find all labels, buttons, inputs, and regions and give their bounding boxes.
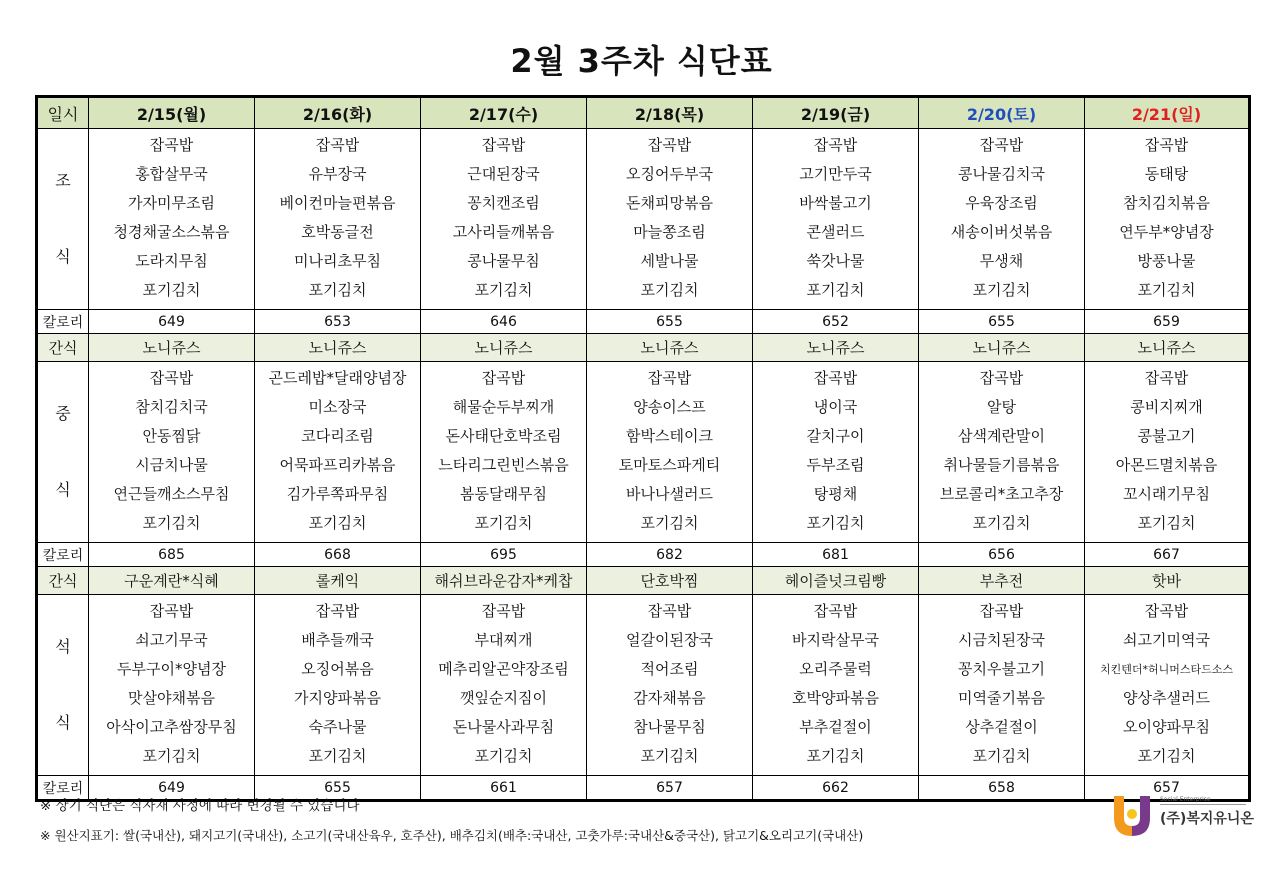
breakfast-menu-cell — [421, 129, 587, 310]
calorie-label: 칼로리 — [37, 776, 89, 801]
menu-item: 포기김치 — [474, 514, 533, 532]
lunch-menu-cell — [587, 362, 753, 543]
menu-item: 연근들깨소스무침 — [113, 485, 230, 503]
menu-item: 냉이국 — [813, 398, 858, 416]
menu-item: 포기김치 — [474, 281, 533, 299]
menu-item: 토마토스파게티 — [618, 456, 721, 474]
logo-subtitle: Social Enterprise — [1160, 796, 1211, 803]
day-header: 2/17(수) — [421, 97, 587, 129]
calorie-value: 661 — [421, 776, 587, 801]
menu-item: 양상추샐러드 — [1123, 689, 1210, 707]
menu-item: 치킨텐더*허니머스타드소스 — [1099, 663, 1233, 676]
calorie-value: 655 — [255, 776, 421, 801]
menu-item: 오이양파무침 — [1123, 718, 1210, 736]
menu-item: 참치김치볶음 — [1123, 194, 1210, 212]
menu-item: 꽁치캔조림 — [467, 194, 540, 212]
menu-item: 가자미무조림 — [128, 194, 215, 212]
menu-item: 돈사태단호박조림 — [445, 427, 562, 445]
calorie-value: 668 — [255, 543, 421, 567]
dinner-menu-cell — [1085, 595, 1250, 776]
day-header: 2/16(화) — [255, 97, 421, 129]
menu-item: 갈치구이 — [806, 427, 865, 445]
menu-item: 잡곡밥 — [813, 136, 858, 154]
menu-item: 베이컨마늘편볶음 — [279, 194, 396, 212]
menu-item: 포기김치 — [640, 747, 699, 765]
lunch-menu-cell — [919, 362, 1085, 543]
header-label: 일시 — [37, 97, 89, 129]
calorie-value: 681 — [753, 543, 919, 567]
breakfast-row — [37, 129, 1250, 310]
snack-item: 노니쥬스 — [89, 334, 255, 362]
menu-item: 오징어두부국 — [626, 165, 713, 183]
lunch-calorie-row — [37, 543, 1250, 567]
menu-item: 동태탕 — [1144, 165, 1189, 183]
menu-item: 잡곡밥 — [979, 136, 1024, 154]
menu-item: 포기김치 — [972, 514, 1031, 532]
menu-item: 잡곡밥 — [481, 602, 526, 620]
calorie-value: 655 — [919, 310, 1085, 334]
snack-item: 노니쥬스 — [255, 334, 421, 362]
menu-item: 잡곡밥 — [149, 602, 194, 620]
logo-mark-icon — [1110, 790, 1154, 838]
calorie-value: 682 — [587, 543, 753, 567]
menu-item: 포기김치 — [474, 747, 533, 765]
breakfast-menu-cell — [89, 129, 255, 310]
menu-item: 고기만두국 — [799, 165, 872, 183]
snack-item: 노니쥬스 — [421, 334, 587, 362]
menu-item: 콩비지찌개 — [1130, 398, 1203, 416]
menu-item: 미역줄기볶음 — [958, 689, 1045, 707]
breakfast-menu-cell — [255, 129, 421, 310]
lunch-row — [37, 362, 1250, 543]
menu-item: 포기김치 — [972, 281, 1031, 299]
calorie-value: 646 — [421, 310, 587, 334]
menu-item: 포기김치 — [806, 281, 865, 299]
menu-item: 숙주나물 — [308, 718, 367, 736]
breakfast-menu-cell — [1085, 129, 1250, 310]
breakfast-menu-cell — [919, 129, 1085, 310]
lunch-menu-cell — [421, 362, 587, 543]
menu-item: 잡곡밥 — [979, 369, 1024, 387]
menu-item: 포기김치 — [308, 281, 367, 299]
menu-item: 잡곡밥 — [647, 136, 692, 154]
menu-item: 메추리알곤약장조림 — [438, 660, 569, 678]
menu-item: 아삭이고추쌈장무침 — [106, 718, 237, 736]
menu-item: 포기김치 — [1137, 514, 1196, 532]
menu-item: 두부조림 — [806, 456, 865, 474]
calorie-value: 649 — [89, 776, 255, 801]
calorie-value: 685 — [89, 543, 255, 567]
menu-item: 잡곡밥 — [1144, 369, 1189, 387]
menu-item: 시금치나물 — [135, 456, 208, 474]
dinner-label-char: 식 — [55, 713, 71, 732]
calorie-value: 649 — [89, 310, 255, 334]
dinner-menu-cell — [421, 595, 587, 776]
day-header: 2/18(목) — [587, 97, 753, 129]
afternoon-snack-row — [37, 567, 1250, 595]
menu-item: 포기김치 — [142, 281, 201, 299]
menu-item: 잡곡밥 — [813, 369, 858, 387]
calorie-value: 652 — [753, 310, 919, 334]
menu-item: 참치김치국 — [135, 398, 208, 416]
menu-item: 함박스테이크 — [626, 427, 713, 445]
lunch-label-char: 식 — [55, 480, 71, 499]
snack-item: 노니쥬스 — [587, 334, 753, 362]
day-header: 2/19(금) — [753, 97, 919, 129]
menu-item: 탕평채 — [813, 485, 858, 503]
menu-item: 바싹불고기 — [799, 194, 872, 212]
menu-item: 배추들깨국 — [301, 631, 374, 649]
breakfast-label-char: 조 — [55, 171, 71, 190]
lunch-label — [37, 362, 89, 543]
menu-item: 도라지무침 — [135, 252, 208, 270]
dinner-menu-cell — [587, 595, 753, 776]
breakfast-menu-cell — [753, 129, 919, 310]
menu-item: 돈채피망볶음 — [626, 194, 713, 212]
menu-item: 잡곡밥 — [481, 136, 526, 154]
menu-item: 방풍나물 — [1137, 252, 1196, 270]
menu-item: 잡곡밥 — [1144, 602, 1189, 620]
dinner-label — [37, 595, 89, 776]
menu-item: 잡곡밥 — [979, 602, 1024, 620]
origin-text: ※ 원산지표기: 쌀(국내산), 돼지고기(국내산), 소고기(국내산육우, 호주산), 배추김치(배추:국내산, 고춧가루:국내산&중국산), 닭고기&오리고기(국내산) — [40, 828, 864, 843]
menu-item: 바나나샐러드 — [626, 485, 713, 503]
menu-item: 쇠고기미역국 — [1123, 631, 1210, 649]
snack-item: 단호박찜 — [587, 567, 753, 595]
day-header: 2/15(월) — [89, 97, 255, 129]
calorie-value: 659 — [1085, 310, 1250, 334]
calorie-value: 655 — [587, 310, 753, 334]
menu-item: 곤드레밥*달래양념장 — [268, 369, 407, 387]
menu-item: 부대찌개 — [474, 631, 533, 649]
snack-item: 노니쥬스 — [919, 334, 1085, 362]
menu-item: 꼬시래기무침 — [1123, 485, 1210, 503]
menu-item: 아몬드멸치볶음 — [1115, 456, 1218, 474]
calorie-value: 657 — [587, 776, 753, 801]
snack-item: 롤케익 — [255, 567, 421, 595]
menu-item: 오징어볶음 — [301, 660, 374, 678]
menu-item: 안동찜닭 — [142, 427, 201, 445]
menu-item: 잡곡밥 — [315, 136, 360, 154]
calorie-value: 667 — [1085, 543, 1250, 567]
calorie-value: 662 — [753, 776, 919, 801]
menu-item: 포기김치 — [308, 747, 367, 765]
menu-item: 가지양파볶음 — [294, 689, 381, 707]
menu-item: 코다리조림 — [301, 427, 374, 445]
menu-item: 부추겉절이 — [799, 718, 872, 736]
lunch-label-char: 중 — [55, 404, 71, 423]
lunch-menu-cell — [89, 362, 255, 543]
menu-item: 청경채굴소스볶음 — [113, 223, 230, 241]
snack-label: 간식 — [37, 334, 89, 362]
menu-item: 포기김치 — [640, 281, 699, 299]
lunch-menu-cell — [753, 362, 919, 543]
breakfast-menu-cell — [587, 129, 753, 310]
menu-item: 콩나물김치국 — [958, 165, 1045, 183]
menu-item: 잡곡밥 — [149, 369, 194, 387]
menu-item: 포기김치 — [972, 747, 1031, 765]
menu-item: 미나리초무침 — [294, 252, 381, 270]
menu-item: 잡곡밥 — [149, 136, 194, 154]
menu-item: 오리주물럭 — [799, 660, 872, 678]
menu-item: 잡곡밥 — [647, 369, 692, 387]
menu-item: 유부장국 — [308, 165, 367, 183]
menu-item: 무생채 — [979, 252, 1024, 270]
lunch-menu-cell — [255, 362, 421, 543]
menu-item: 참나물무침 — [633, 718, 706, 736]
menu-item: 해물순두부찌개 — [452, 398, 555, 416]
page-title: 2월 3주차 식단표 — [510, 42, 773, 80]
calorie-value: 657 — [1085, 776, 1250, 801]
dinner-label-char: 석 — [55, 637, 71, 656]
menu-item: 바지락살무국 — [792, 631, 879, 649]
menu-item: 맛살야채볶음 — [128, 689, 215, 707]
dinner-menu-cell — [753, 595, 919, 776]
menu-item: 취나물들기름볶음 — [943, 456, 1060, 474]
menu-item: 포기김치 — [308, 514, 367, 532]
menu-item: 콩불고기 — [1137, 427, 1196, 445]
header-row — [37, 97, 1250, 129]
calorie-label: 칼로리 — [37, 310, 89, 334]
menu-item: 쑥갓나물 — [806, 252, 865, 270]
menu-item: 봄동달래무침 — [460, 485, 547, 503]
menu-item: 포기김치 — [640, 514, 699, 532]
menu-item: 포기김치 — [806, 514, 865, 532]
menu-item: 호박양파볶음 — [792, 689, 879, 707]
menu-item: 어묵파프리카볶음 — [279, 456, 396, 474]
calorie-value: 695 — [421, 543, 587, 567]
menu-item: 쇠고기무국 — [135, 631, 208, 649]
menu-item: 마늘쫑조림 — [633, 223, 706, 241]
menu-item: 양송이스프 — [633, 398, 706, 416]
menu-item: 알탕 — [987, 398, 1016, 416]
menu-item: 포기김치 — [1137, 747, 1196, 765]
menu-item: 콩나물무침 — [467, 252, 540, 270]
calorie-value: 658 — [919, 776, 1085, 801]
menu-item: 잡곡밥 — [647, 602, 692, 620]
dinner-row — [37, 595, 1250, 776]
menu-item: 돈나물사과무침 — [452, 718, 555, 736]
dinner-menu-cell — [919, 595, 1085, 776]
morning-snack-row — [37, 334, 1250, 362]
dinner-menu-cell — [255, 595, 421, 776]
menu-item: 잡곡밥 — [315, 602, 360, 620]
calorie-value: 656 — [919, 543, 1085, 567]
menu-item: 감자채볶음 — [633, 689, 706, 707]
calorie-value: 653 — [255, 310, 421, 334]
menu-item: 꽁치우불고기 — [958, 660, 1045, 678]
menu-item: 두부구이*양념장 — [117, 660, 226, 678]
menu-item: 잡곡밥 — [1144, 136, 1189, 154]
company-logo — [1110, 790, 1254, 840]
snack-item: 노니쥬스 — [753, 334, 919, 362]
menu-item: 상추겉절이 — [965, 718, 1038, 736]
menu-item: 홍합살무국 — [135, 165, 208, 183]
dinner-menu-cell — [89, 595, 255, 776]
lunch-menu-cell — [1085, 362, 1250, 543]
logo-name: (주)복지유니온 — [1160, 811, 1254, 827]
snack-item: 노니쥬스 — [1085, 334, 1250, 362]
menu-item: 근대된장국 — [467, 165, 540, 183]
snack-item: 구운계란*식혜 — [89, 567, 255, 595]
breakfast-label-char: 식 — [55, 247, 71, 266]
menu-item: 적어조림 — [640, 660, 699, 678]
breakfast-label — [37, 129, 89, 310]
snack-label: 간식 — [37, 567, 89, 595]
menu-item: 시금치된장국 — [958, 631, 1045, 649]
menu-item: 포기김치 — [142, 514, 201, 532]
menu-item: 잡곡밥 — [813, 602, 858, 620]
menu-item: 잡곡밥 — [481, 369, 526, 387]
menu-item: 미소장국 — [308, 398, 367, 416]
menu-item: 김가루쪽파무침 — [286, 485, 389, 503]
calorie-label: 칼로리 — [37, 543, 89, 567]
snack-item: 부추전 — [919, 567, 1085, 595]
meal-plan-table — [35, 95, 1251, 802]
breakfast-calorie-row — [37, 310, 1250, 334]
menu-item: 고사리들깨볶음 — [452, 223, 555, 241]
day-header: 2/20(토) — [919, 97, 1085, 129]
menu-item: 콘샐러드 — [806, 223, 865, 241]
menu-item: 느타리그린빈스볶음 — [438, 456, 569, 474]
notice-text: ※ 상기 식단은 식자재 사정에 따라 변경될 수 있습니다 — [40, 798, 360, 814]
menu-item: 삼색계란말이 — [958, 427, 1045, 445]
day-header: 2/21(일) — [1085, 97, 1250, 129]
menu-item: 포기김치 — [142, 747, 201, 765]
menu-item: 깻잎순지짐이 — [460, 689, 547, 707]
menu-item: 세발나물 — [640, 252, 699, 270]
menu-item: 포기김치 — [1137, 281, 1196, 299]
menu-item: 우육장조림 — [965, 194, 1038, 212]
logo-divider — [1160, 804, 1246, 805]
menu-item: 얼갈이된장국 — [626, 631, 713, 649]
menu-item: 포기김치 — [806, 747, 865, 765]
snack-item: 헤이즐넛크림빵 — [753, 567, 919, 595]
menu-item: 연두부*양념장 — [1119, 223, 1214, 241]
menu-item: 브로콜리*초고추장 — [939, 485, 1064, 503]
menu-item: 호박동글전 — [301, 223, 374, 241]
snack-item: 핫바 — [1085, 567, 1250, 595]
snack-item: 해쉬브라운감자*케찹 — [421, 567, 587, 595]
menu-item: 새송이버섯볶음 — [950, 223, 1053, 241]
